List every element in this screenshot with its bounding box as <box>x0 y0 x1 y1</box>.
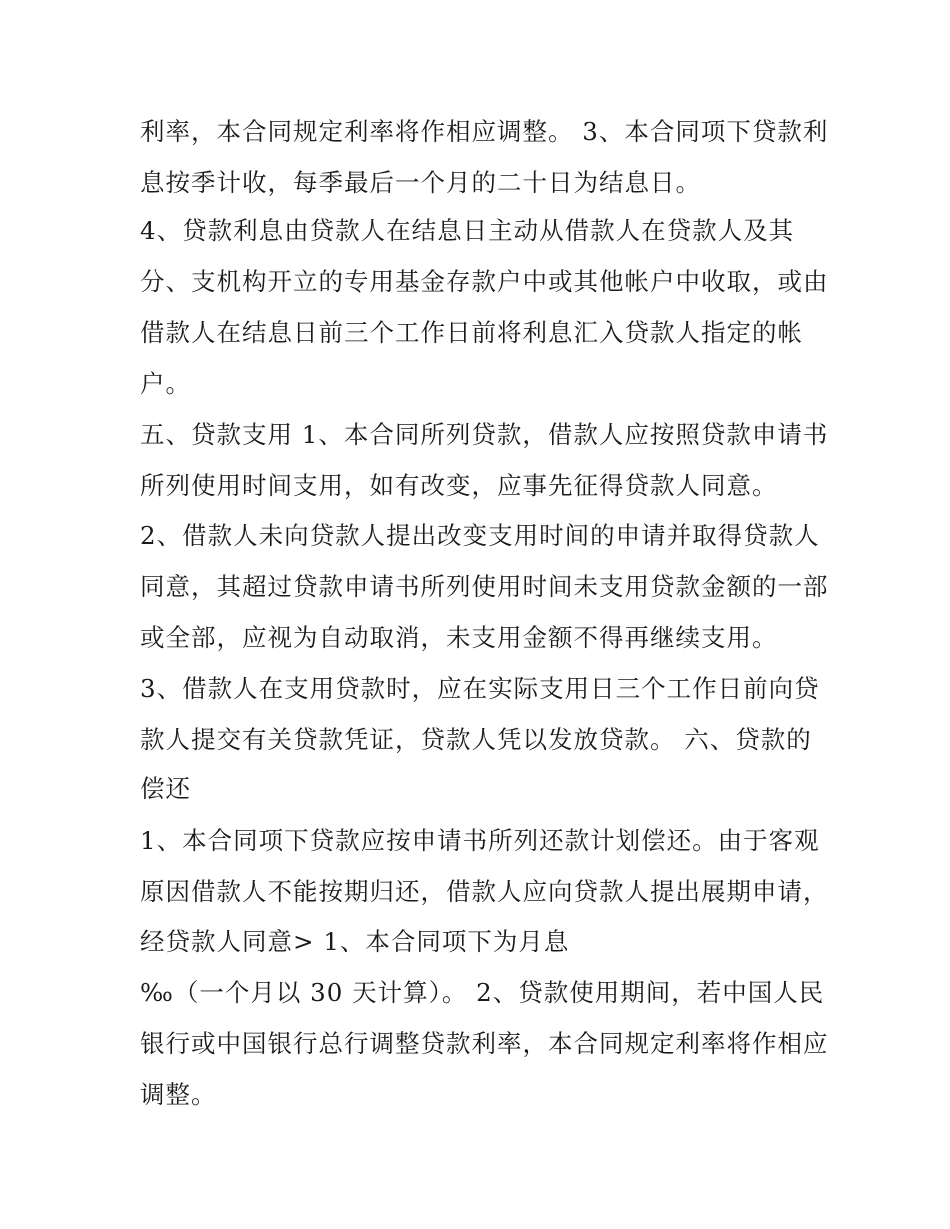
text-line: 1、本合同项下贷款应按申请书所列还款计划偿还。由于客观 <box>140 826 820 855</box>
text-line: 银行或中国银行总行调整贷款利率，本合同规定利率将作相应 <box>140 1029 829 1058</box>
text-line: 或全部，应视为自动取消，未支用金额不得再继续支用。 <box>140 623 778 652</box>
text-line: 2、借款人未向贷款人提出改变支用时间的申请并取得贷款人 <box>140 521 820 550</box>
text-line: 偿还 <box>140 774 191 803</box>
text-line: 分、支机构开立的专用基金存款户中或其他帐户中收取，或由 <box>140 267 829 296</box>
text-line: 息按季计收，每季最后一个月的二十日为结息日。 <box>140 168 701 197</box>
text-line: 调整。 <box>140 1080 217 1109</box>
text-line: 户。 <box>140 369 191 398</box>
text-line: 原因借款人不能按期归还，借款人应向贷款人提出展期申请， <box>140 877 829 906</box>
text-line: 3、借款人在支用贷款时，应在实际支用日三个工作日前向贷 <box>140 674 820 703</box>
text-line: 经贷款人同意> 1、本合同项下为月息 <box>140 927 570 956</box>
text-line: 所列使用时间支用，如有改变，应事先征得贷款人同意。 <box>140 471 778 500</box>
text-line: ‰（一个月以 30 天计算）。 2、贷款使用期间，若中国人民 <box>140 978 825 1007</box>
text-line: 借款人在结息日前三个工作日前将利息汇入贷款人指定的帐 <box>140 318 803 347</box>
text-line: 五、贷款支用 1、本合同所列贷款，借款人应按照贷款申请书 <box>140 420 829 449</box>
text-line: 利率，本合同规定利率将作相应调整。 3、本合同项下贷款利 <box>140 117 829 146</box>
text-line: 款人提交有关贷款凭证，贷款人凭以发放贷款。 六、贷款的 <box>140 725 812 754</box>
text-line: 同意，其超过贷款申请书所列使用时间未支用贷款金额的一部 <box>140 572 829 601</box>
text-line: 4、贷款利息由贷款人在结息日主动从借款人在贷款人及其 <box>140 216 795 245</box>
